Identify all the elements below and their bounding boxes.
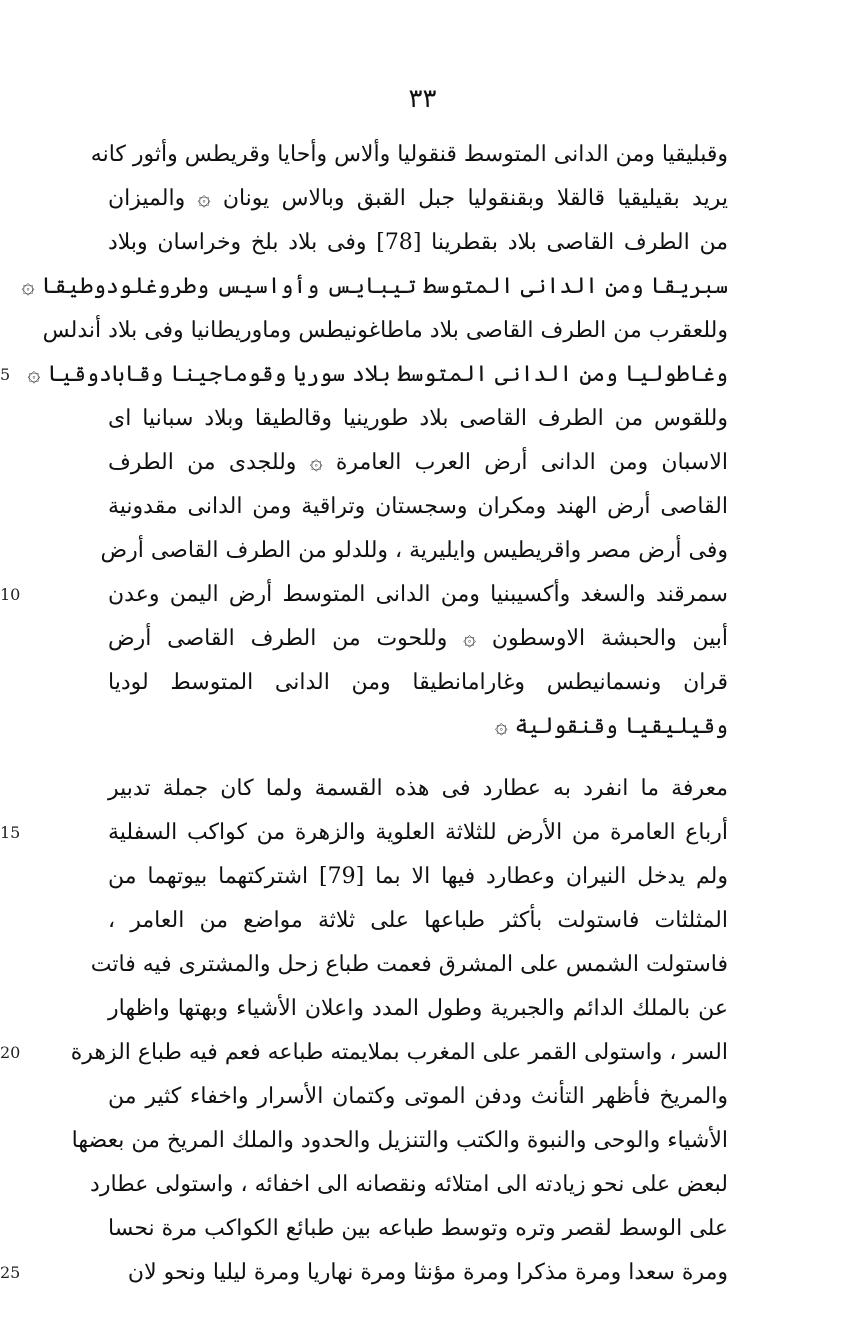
line-text: وقبليقيا ومن الدانى المتوسط قنقوليا وألاس وأحايا وقريطس وأثور كانه: [90, 142, 728, 167]
text-line: [108, 397, 728, 441]
text-line: [108, 177, 728, 221]
text-line: [71, 1119, 728, 1163]
text-line: [27, 353, 728, 397]
line-text: القاصى أرض الهند ومكران وسجستان وتراقية ومن الدانى مقدونية: [108, 494, 728, 519]
text-line: [108, 485, 728, 529]
line-text: الأشياء والوحى والنبوة والكتب والتنزيل والحدود والملك المريخ من بعضها: [71, 1128, 728, 1153]
line-text: أرباع العامرة من الأرض للثلاثة العلوية والزهرة من كواكب السفلية: [108, 820, 728, 845]
line-number: 20: [0, 1043, 21, 1062]
text-line: [108, 855, 728, 899]
text-line: [108, 1075, 728, 1119]
line-text: وقيليقيا وقنقولية ۞: [494, 714, 728, 739]
line-text: المثلثات فاستولت بأكثر طباعها على ثلاثة مواضع من العامر ،: [108, 908, 729, 933]
line-text: السر ، واستولى القمر على المغرب بملايمته طباعه فعم فيه طباع الزهرة: [70, 1040, 728, 1065]
line-text: سمرقند والسغد وأكسيبنيا ومن الدانى المتوسط أرض اليمن وعدن: [108, 582, 728, 607]
line-text: وغاطوليا ومن الدانى المتوسط بلاد سوريا وقوماجينا وقابادوقيا ۞: [27, 362, 728, 387]
line-text: والمريخ فأظهر التأنث ودفن الموتى وكتمان الأسرار واخفاء كثير من: [108, 1084, 728, 1109]
line-text: قران ونسمانيطس وغارامانطيقا ومن الدانى المتوسط لوديا: [108, 670, 728, 695]
text-line: [108, 811, 728, 855]
line-number: 25: [0, 1263, 21, 1282]
text-line: [70, 1031, 728, 1075]
line-text: أبين والحبشة الاوسطون ۞ وللحوت من الطرف القاصى أرض: [108, 626, 728, 651]
line-text: على الوسط لقصر وتره وتوسط طباعه بين طبائع الكواكب مرة نحسا: [108, 1216, 728, 1241]
text-line: [108, 441, 728, 485]
line-text: لبعض على نحو زيادته الى امتلائه ونقصانه الى اخفائه ، واستولى عطارد: [90, 1172, 728, 1197]
text-line: [108, 1251, 728, 1295]
line-text: الاسبان ومن الدانى أرض العرب العامرة ۞ وللجدى من الطرف: [108, 450, 728, 475]
line-text: ومرة سعدا ومرة مذكرا ومرة مؤنثا ومرة نهاريا ومرة ليليا ونحو لان: [127, 1260, 728, 1285]
text-line: [90, 133, 728, 177]
line-text: فاستولت الشمس على المشرق فعمت طباع زحل والمشترى فيه فاتت: [90, 952, 728, 977]
text-line: [108, 617, 728, 661]
text-line: [90, 943, 728, 987]
text-line: [21, 265, 728, 309]
line-text: يريد بقيليقيا قالقلا وبقنقوليا جبل القبق وبالاس يونان ۞ والميزان: [108, 186, 728, 211]
line-text: سبريقا ومن الدانى المتوسط تيبايس وأواسيس وطروغلودوطيقا ۞: [21, 274, 728, 299]
text-line: [108, 573, 728, 617]
line-text: ولم يدخل النيران وعطارد فيها الا بما [79] اشتركتهما بيوتهما من: [108, 864, 729, 889]
line-text: وللعقرب من الطرف القاصى بلاد ماطاغونيطس وماوريطانيا وفى بلاد أندلس: [42, 318, 728, 343]
line-text: عن بالملك الدائم والجبرية وطول المدد واعلان الأشياء وبهتها واظهار: [108, 996, 728, 1021]
text-line: [108, 705, 728, 749]
arabic-text-body: [0, 133, 729, 1295]
text-line: [108, 899, 728, 943]
line-text: من الطرف القاصى بلاد بقطرينا [78] وفى بلاد بلخ وخراسان وبلاد: [108, 230, 728, 255]
text-line: [108, 221, 728, 265]
line-number: 5: [0, 365, 11, 384]
text-line: [108, 661, 728, 705]
line-number: 10: [0, 585, 21, 604]
text-line: [90, 1163, 728, 1207]
line-text: وفى أرض مصر واقريطيس وايليرية ، وللدلو من الطرف القاصى أرض: [100, 538, 728, 563]
line-text: وللقوس من الطرف القاصى بلاد طورينيا وقالطيقا وبلاد سبانيا اى: [108, 406, 728, 431]
line-number: 15: [0, 823, 21, 842]
page-number: ٣٣: [408, 84, 437, 114]
line-text: معرفة ما انفرد به عطارد فى هذه القسمة ولما كان جملة تدبير: [108, 776, 728, 801]
